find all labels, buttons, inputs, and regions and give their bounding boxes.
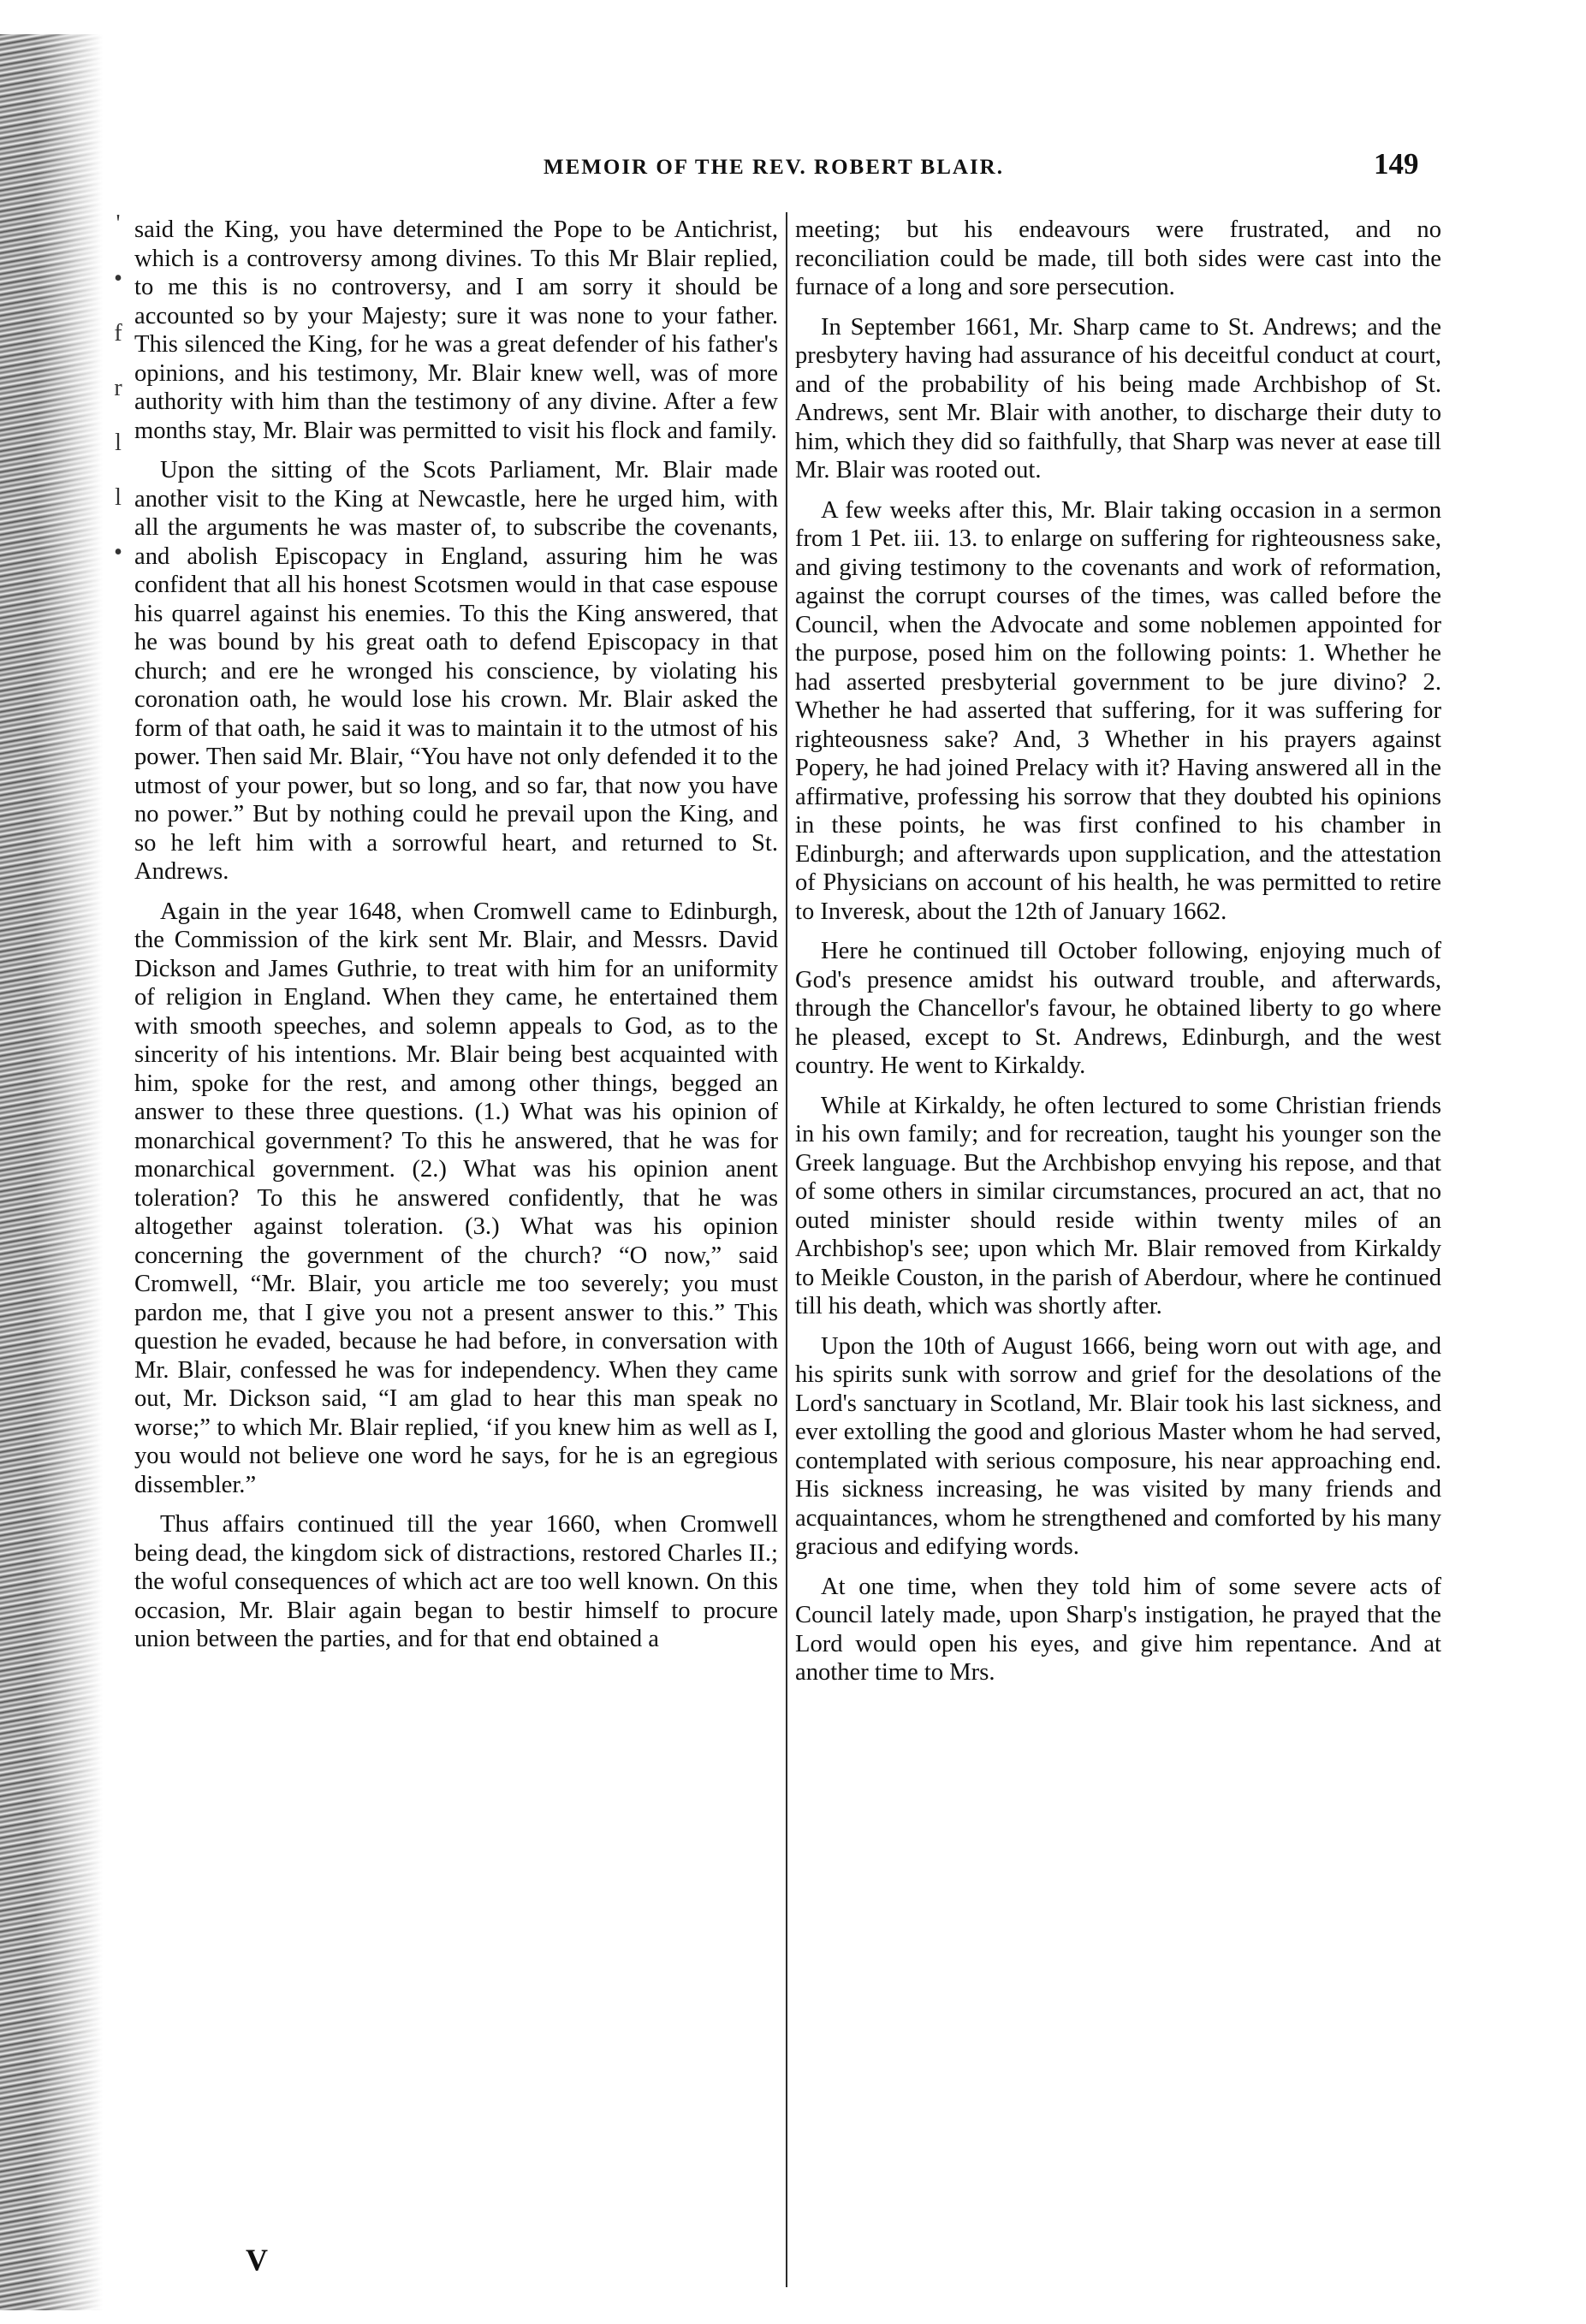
paragraph: Upon the 10th of August 1666, being worn out with age, and his spirits sunk with sorrow and grief for the desolations of the Lord's sanctuary in Scotland, Mr. Blair took his last sickness, and ever extolling the good and glorious Master whom he had served, contemplated with serious composure, his near approaching end. His sickness increasing, he was visited by many friends and acquaintances, whom he strengthened and comforted by his many gracious and edifying words. bbox=[795, 1332, 1441, 1560]
running-head bbox=[0, 147, 1586, 188]
margin-mark: • bbox=[114, 539, 122, 566]
paragraph: While at Kirkaldy, he often lectured to some Christian friends in his own family; and for recreation, taught his younger son the Greek language. But the Archbishop envying his repose, and that of some others in similar circumstances, procured an act, that no outed minister should reside within twenty miles of an Archbishop's see; upon which Mr. Blair removed from Kirkaldy to Meikle Couston, in the parish of Aberdour, where he continued till his death, which was shortly after. bbox=[795, 1092, 1441, 1319]
page-number: 149 bbox=[1374, 147, 1419, 181]
paragraph: Upon the sitting of the Scots Parliament, Mr. Blair made another visit to the King at Newcastle, here he urged him, with all the arguments he was master of, to subscribe the covenants, and abolish Episcopacy in England, assuring him he was confident that all his honest Scotsmen would in that case espouse his quarrel against his enemies. To this the King answered, that he was bound by his great oath to defend Episcopacy in that church; and ere he wronged his conscience, by violating his coronation oath, he would lose his crown. Mr. Blair asked the form of that oath, he said it was to maintain it to the utmost of his power. Then said Mr. Blair, “You have not only defended it to the utmost of your power, but so long, and so far, that now you have no power.” But by nothing could he prevail upon the King, and so he left him with a sorrowful heart, and returned to St. Andrews. bbox=[134, 457, 778, 885]
left-column bbox=[134, 216, 778, 2252]
column-rule bbox=[786, 212, 787, 2287]
margin-mark: f bbox=[114, 320, 122, 347]
paragraph: Thus affairs continued till the year 1660, when Cromwell being dead, the kingdom sick of distractions, restored Charles II.; the woful consequences of which act are too well known. On this occasion, Mr. Blair again began to bestir himself to procure union between the parties, and for that end obtained a bbox=[134, 1511, 778, 1652]
margin-mark: ' bbox=[116, 210, 121, 237]
margin-mark: l bbox=[115, 484, 122, 511]
running-head-title: MEMOIR OF THE REV. ROBERT BLAIR. bbox=[544, 156, 1004, 179]
margin-mark: l bbox=[115, 430, 122, 456]
margin-mark: • bbox=[114, 265, 122, 292]
right-column bbox=[795, 216, 1441, 2252]
binding-edge-shading bbox=[0, 34, 103, 2310]
paragraph: Again in the year 1648, when Cromwell came to Edinburgh, the Commission of the kirk sent Mr. Blair, and Messrs. David Dickson and James Guthrie, to treat with him for an uniformity of religion in England. When they came, he entertained them with smooth speeches, and solemn appeals to God, as to the sincerity of his intentions. Mr. Blair being best acquainted with him, spoke for the rest, and among other things, begged an answer to these three questions. (1.) What was his opinion of monarchical government? To this he answered, that he was for monarchical government. (2.) What was his opinion anent toleration? To this he answered confidently, that he was altogether against toleration. (3.) What was his opinion concerning the government of the church? “O now,” said Cromwell, “Mr. Blair, you article me too severely; you must pardon me, that I give you not a present answer to this.” This question he evaded, because he had before, in conversation with Mr. Blair, confessed he was for independency. When they came out, Mr. Dickson said, “I am glad to hear this man speak no worse;” to which Mr. Blair replied, ‘if you knew him as well as I, you would not believe one word he says, for he is an egregious dissembler.” bbox=[134, 898, 778, 1498]
margin-marks bbox=[106, 197, 130, 580]
paragraph: A few weeks after this, Mr. Blair taking occasion in a sermon from 1 Pet. iii. 13. to enlarge on suffering for righteousness sake, and giving testimony to the covenants and work of reformation, against the corrupt courses of the times, was called before the Council, when the Advocate and some noblemen appointed for the purpose, posed him on the following points: 1. Whether he had asserted presbyterial government to be jure divino? 2. Whether he had asserted that suffering, for it was suffering for righteousness sake? And, 3 Whether in his prayers against Popery, he had joined Prelacy with it? Having answered all in the affirmative, professing his sorrow that they doubted his opinions in these points, he was first confined to his chamber in Edinburgh; and afterwards upon supplication, and the attestation of Physicians on account of his health, he was permitted to retire to Inveresk, about the 12th of January 1662. bbox=[795, 496, 1441, 925]
margin-mark: r bbox=[114, 375, 122, 401]
paragraph: Here he continued till October following, enjoying much of God's presence amidst his outward trouble, and afterwards, through the Chancellor's favour, he obtained liberty to go where he pleased, except to St. Andrews, Edinburgh, and the west country. He went to Kirkaldy. bbox=[795, 938, 1441, 1079]
paragraph: In September 1661, Mr. Sharp came to St. Andrews; and the presbytery having had assurance of his deceitful conduct at court, and of the probability of his being made Archbishop of St. Andrews, sent Mr. Blair with another, to discharge their duty to him, which they did so faithfully, that Sharp was never at ease till Mr. Blair was rooted out. bbox=[795, 313, 1441, 483]
paragraph: meeting; but his endeavours were frustrated, and no reconciliation could be made, till both sides were cast into the furnace of a long and sore persecution. bbox=[795, 216, 1441, 300]
signature-mark: V bbox=[246, 2243, 268, 2277]
paragraph: said the King, you have determined the Pope to be Antichrist, which is a controversy among divines. To this Mr Blair replied, to me this is no controversy, and I am sorry it should be accounted so by your Majesty; sure it was none to your father. This silenced the King, for he was a great defender of his father's opinions, and his testimony, Mr. Blair knew well, was of more authority with him than the testimony of any divine. After a few months stay, Mr. Blair was permitted to visit his flock and family. bbox=[134, 216, 778, 444]
paragraph: At one time, when they told him of some severe acts of Council lately made, upon Sharp's instigation, he prayed that the Lord would open his eyes, and give him repentance. And at another time to Mrs. bbox=[795, 1573, 1441, 1686]
